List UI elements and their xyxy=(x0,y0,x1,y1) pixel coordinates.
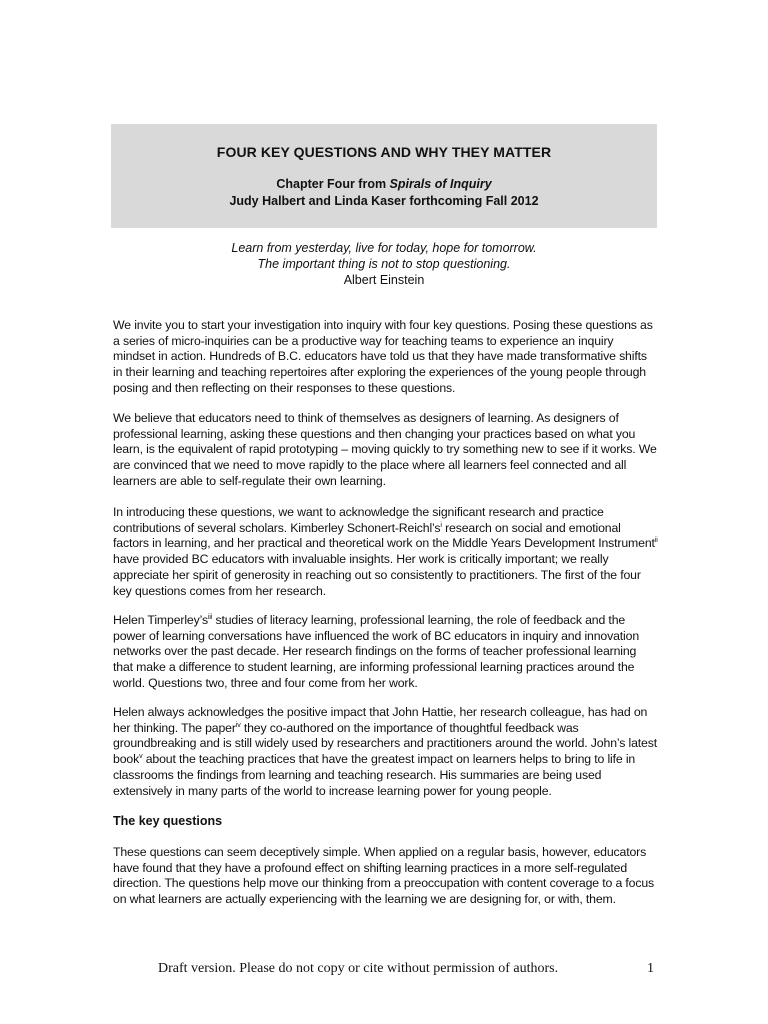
paragraph-2: We believe that educators need to think of themselves as designers of learning. As designers of professional learning, asking these questions and then changing your practices based on what you learn, is the equivalent of rapid prototyping – moving quickly to try something new to see if it works. We are convinced that we need to move rapidly to the place where all learners feel connected and all learners are able to self-regulate their own learning. xyxy=(113,411,657,488)
footnote-ref-iv: iv xyxy=(235,721,241,729)
chapter-line xyxy=(111,177,657,191)
book-title: Spirals of Inquiry xyxy=(389,177,492,191)
epigraph-line-1: Learn from yesterday, live for today, hope for tomorrow. xyxy=(231,241,537,255)
document-title: FOUR KEY QUESTIONS AND WHY THEY MATTER xyxy=(216,144,552,160)
title-block xyxy=(111,124,657,228)
footnote-ref-i: i xyxy=(440,521,442,529)
paragraph-1: We invite you to start your investigation into inquiry with four key questions. Posing these questions as a series of micro-inquiries can be a productive way for teaching teams to experience an inquiry mindset in action. Hundreds of B.C. educators have told us that they have made transformative shifts in their learning and teaching repertoires after exploring the experiences of the young people through posing and then reflecting on their responses to these questions. xyxy=(113,318,653,395)
section-heading: The key questions xyxy=(113,814,223,828)
footnote-ref-iii: iii xyxy=(207,613,213,621)
footnote-ref-ii: ii xyxy=(654,537,658,545)
paragraph-5-part-b: they co-authored on the importance of thoughtful feedback was groundbreaking and is still widely used by researchers and practitioners around the world. John’s latest book xyxy=(113,720,657,767)
paragraph-3-part-a: In introducing these questions, we want to acknowledge the significant research and practice contributions of several scholars. Kimberley Schonert-Reichl’s xyxy=(113,505,604,535)
paragraph-5-part-a: Helen always acknowledges the positive impact that John Hattie, her research colleague, has had on her thinking. The paper xyxy=(113,705,648,735)
paragraph-3 xyxy=(113,505,658,599)
paragraph-3-part-c: have provided BC educators with invaluable insights. Her work is critically important; we really appreciate her spirit of generosity in reaching out so consistently to practitioners. The first of the four key questions comes from her research. xyxy=(113,552,641,598)
paragraph-4-part-a: Helen Timperley’s xyxy=(113,613,208,627)
authors-line: Judy Halbert and Linda Kaser forthcoming Fall 2012 xyxy=(229,194,539,208)
footnote-ref-v: v xyxy=(139,753,143,761)
paragraph-5-part-c: about the teaching practices that have the greatest impact on learners helps to bring to life in classrooms the findings from learning and teaching research. His summaries are being used extensively in many parts of the world to increase learning power for young people. xyxy=(113,752,636,798)
paragraph-4 xyxy=(113,613,658,692)
footer-notice: Draft version. Please do not copy or cite without permission of authors. xyxy=(158,961,559,976)
paragraph-5 xyxy=(113,705,658,799)
paragraph-6: These questions can seem deceptively simple. When applied on a regular basis, however, educators have found that they have a profound effect on shifting learning practices in a more self-regulated direction. The questions help move our thinking from a preoccupation with content coverage to a focus on what learners are actually experiencing with the learning we are designing for, or with, them. xyxy=(113,845,655,907)
epigraph-line-2: The important thing is not to stop questioning. xyxy=(257,257,511,271)
chapter-prefix: Chapter Four from xyxy=(276,177,390,191)
epigraph-attribution: Albert Einstein xyxy=(343,273,425,287)
page-number: 1 xyxy=(647,961,654,976)
paragraph-3-part-b: research on social and emotional factors in learning, and her practical and theoretical work on the Middle Years Development Instrument xyxy=(113,520,655,551)
paragraph-4-part-b: studies of literacy learning, professional learning, the role of feedback and the power of learning conversations have influenced the work of BC educators in inquiry and innovation networks over the past decade. Her research findings on the forms of teacher professional learning that make a difference to student learning, are informing professional learning practices around the world. Questions two, three and four come from her work. xyxy=(113,613,640,690)
